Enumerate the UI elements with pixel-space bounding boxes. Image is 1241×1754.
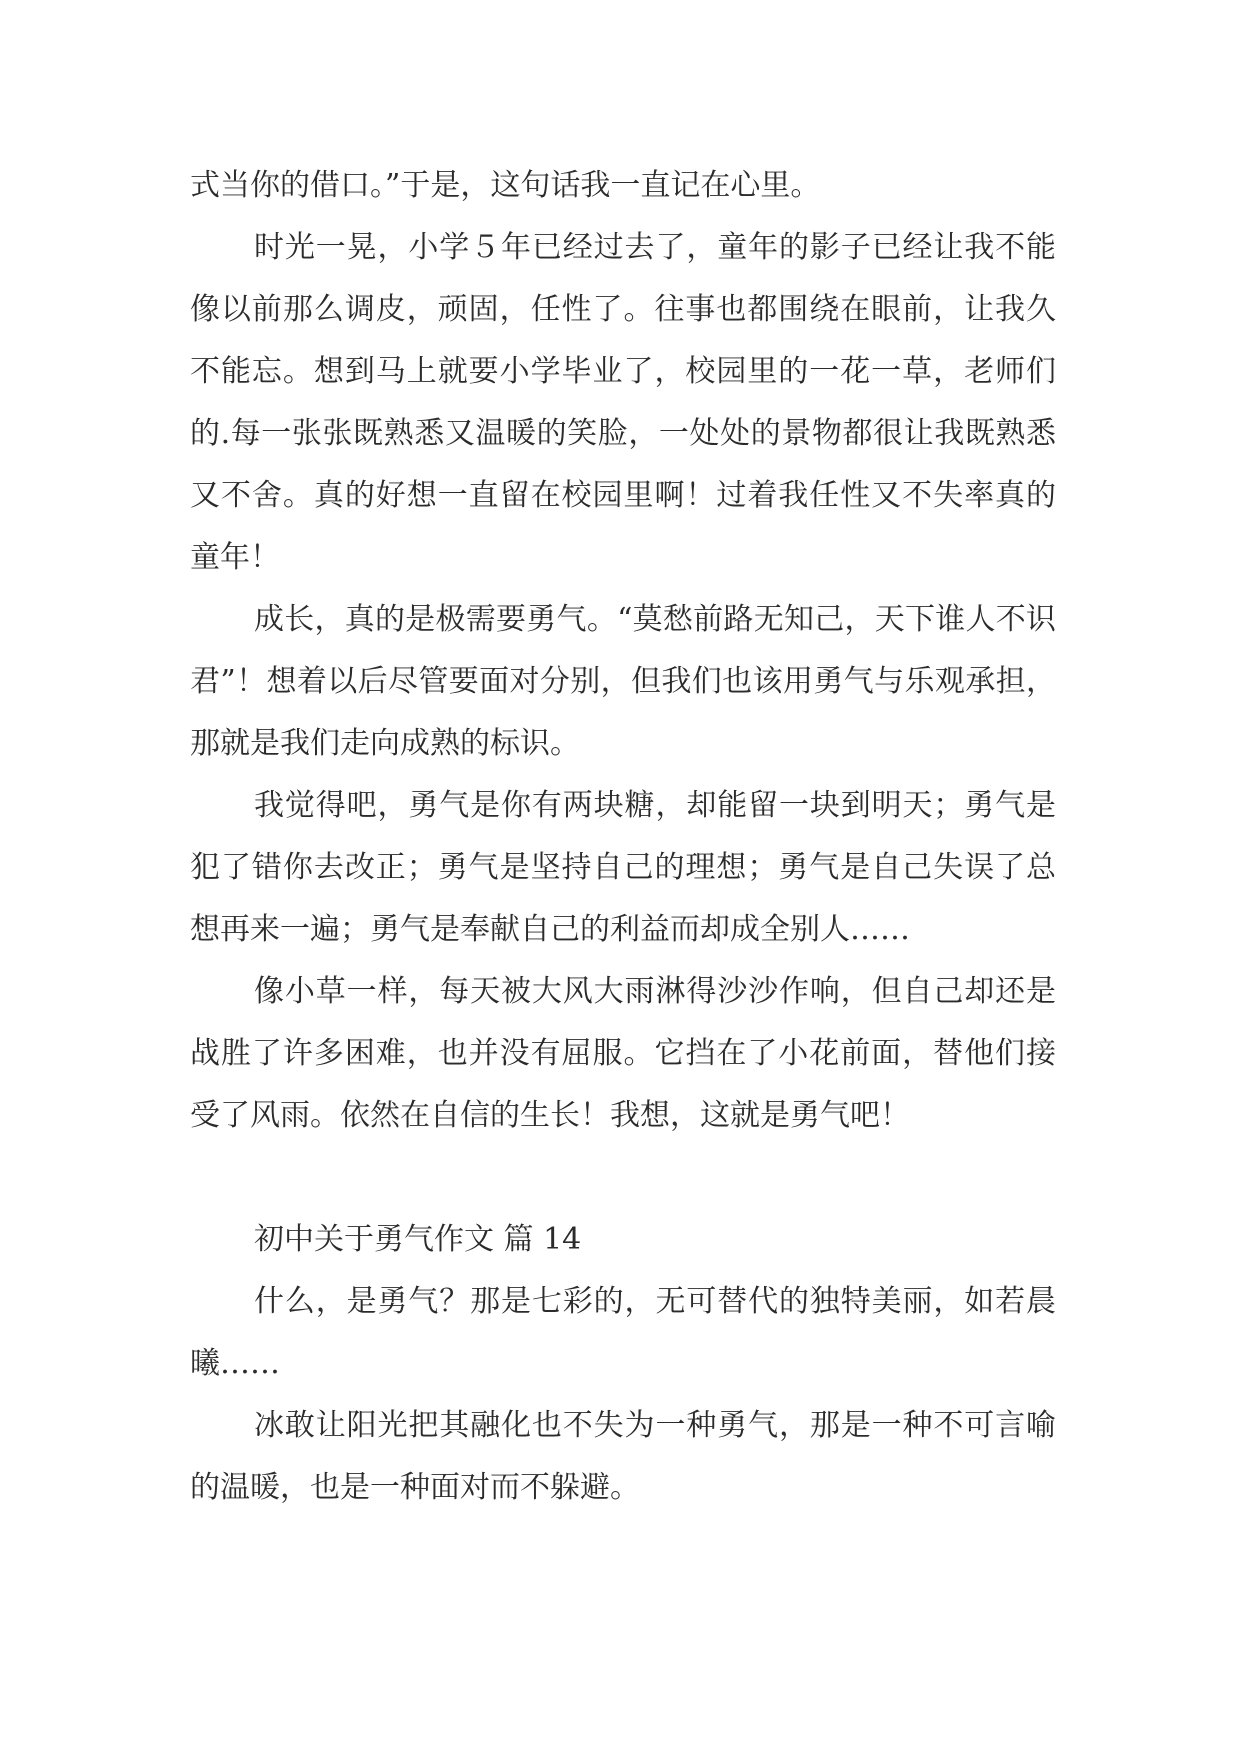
- paragraph-7: 冰敢让阳光把其融化也不失为一种勇气，那是一种不可言喻的温暖，也是一种面对而不躲避。: [190, 1408, 1056, 1505]
- document-body: [190, 155, 1056, 1519]
- section-heading: 初中关于勇气作文 篇 14: [254, 1222, 582, 1257]
- paragraph-1: 式当你的借口。”于是，这句话我一直记在心里。: [190, 168, 821, 203]
- section-gap: [190, 1147, 1056, 1209]
- paragraph-6: 什么，是勇气？那是七彩的，无可替代的独特美丽，如若晨曦……: [190, 1284, 1056, 1381]
- paragraph-3: 成长，真的是极需要勇气。“莫愁前路无知己，天下谁人不识君”！想着以后尽管要面对分别，但我们也该用勇气与乐观承担，那就是我们走向成熟的标识。: [190, 602, 1056, 761]
- paragraph-4: 我觉得吧，勇气是你有两块糖，却能留一块到明天；勇气是犯了错你去改正；勇气是坚持自己的理想；勇气是自己失误了总想再来一遍；勇气是奉献自己的利益而却成全别人……: [190, 788, 1056, 947]
- paragraph-5: 像小草一样，每天被大风大雨淋得沙沙作响，但自己却还是战胜了许多困难，也并没有屈服。它挡在了小花前面，替他们接受了风雨。依然在自信的生长！我想，这就是勇气吧！: [190, 974, 1056, 1133]
- paragraph-2: 时光一晃，小学５年已经过去了，童年的影子已经让我不能像以前那么调皮，顽固，任性了。往事也都围绕在眼前，让我久不能忘。想到马上就要小学毕业了，校园里的一花一草，老师们的.每一张张既熟悉又温暖的笑脸，一处处的景物都很让我既熟悉又不舍。真的好想一直留在校园里啊！过着我任性又不失率真的童年！: [190, 230, 1056, 575]
